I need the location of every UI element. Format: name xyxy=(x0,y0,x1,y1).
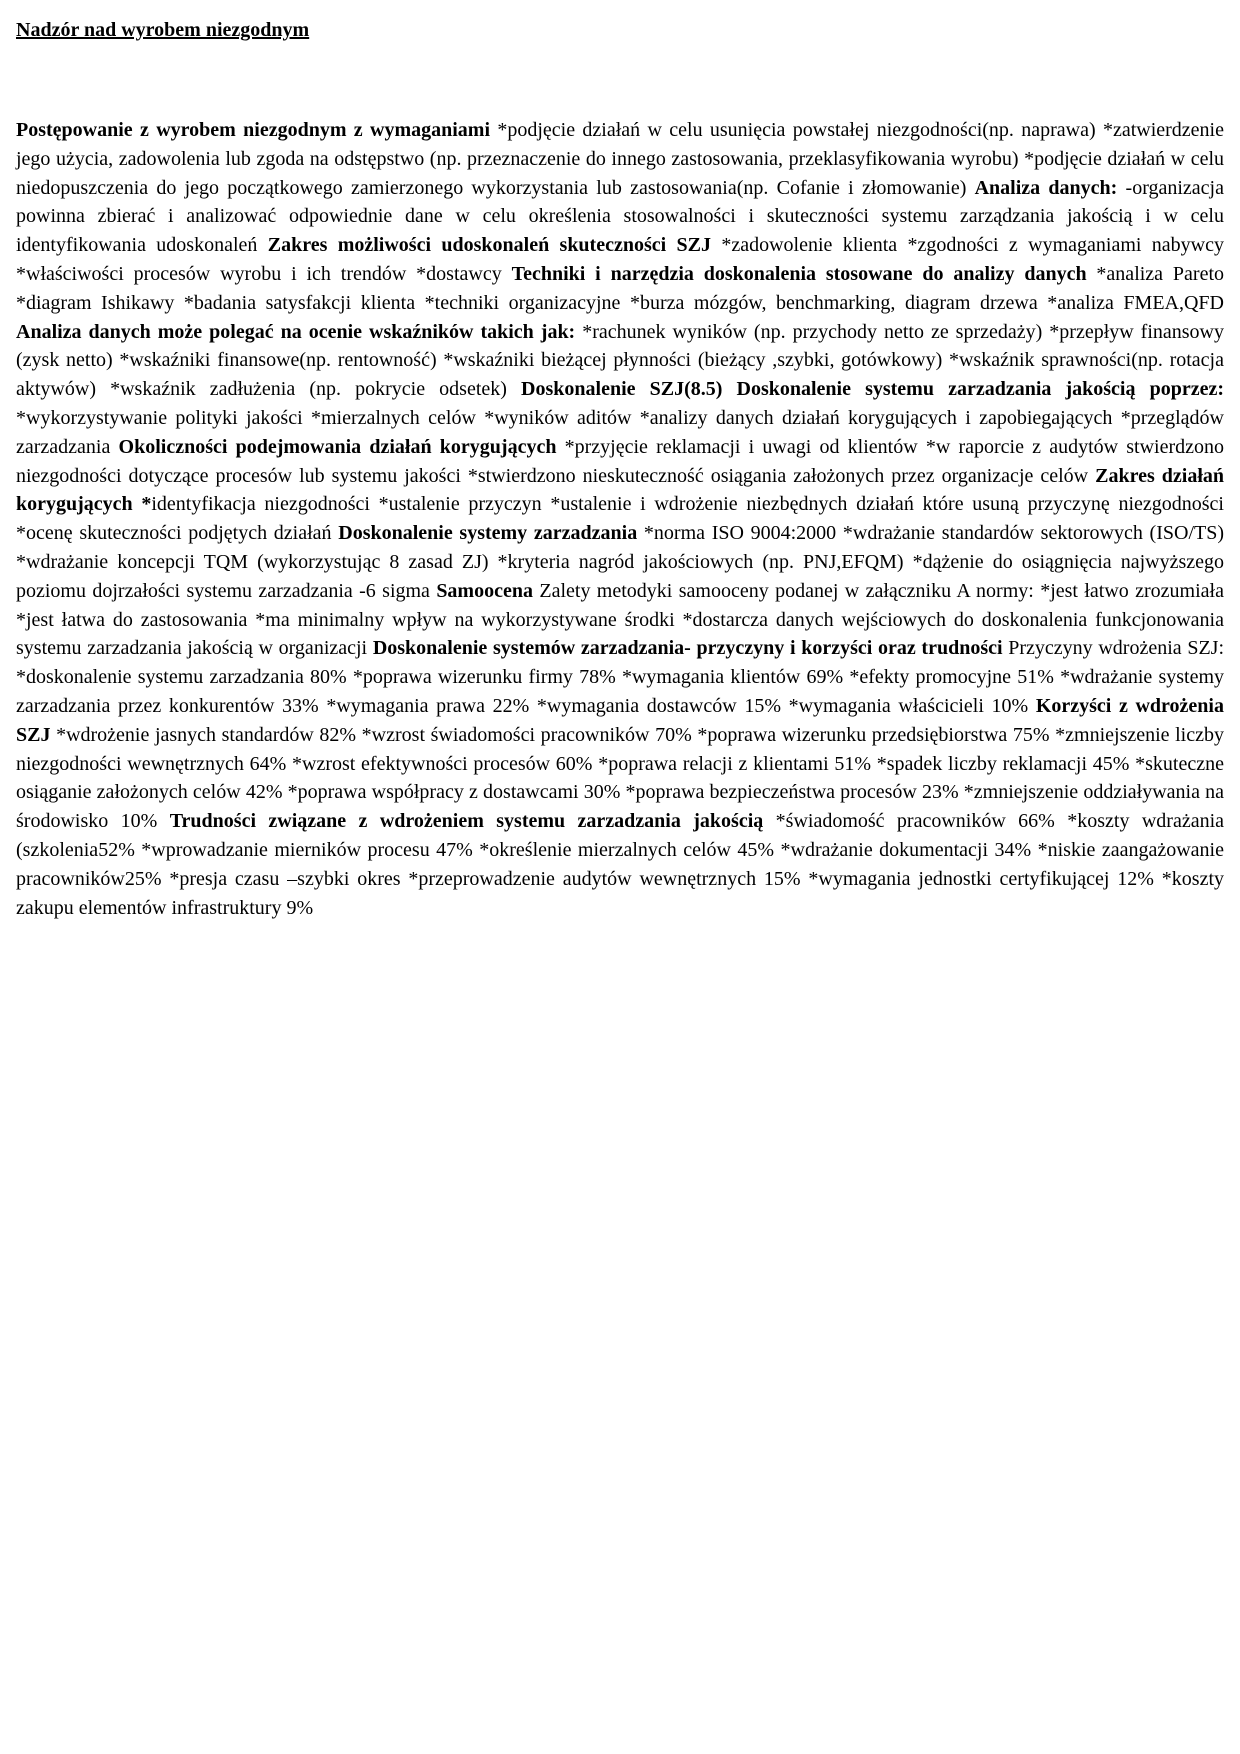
section-text: Zalety metodyki samooceny podanej w załączniku A normy: *jest łatwo zrozumiała *jest łatwa do zastosowania *ma minimalny wpływ na wykorzystywane środki *dostarcza danych wejściowych do doskonalenia funkcjonowania systemu zarzadzania jakością w organizacji xyxy=(16,579,1224,660)
section-text: identyfikacja niezgodności *ustalenie przyczyn *ustalenie i wdrożenie niezbędnych działań które usuną przyczynę niezgodności *ocenę skuteczności podjętych działań xyxy=(16,493,1224,545)
section-text: *analiza Pareto *diagram Ishikawy *badania satysfakcji klienta *techniki organizacyjne *burza mózgów, benchmarking, diagram drzewa *analiza FMEA,QFD xyxy=(16,262,1225,314)
section-text: *świadomość pracowników 66% *koszty wdrażania (szkolenia52% *wprowadzanie mierników procesu 47% *określenie mierzalnych celów 45% *wdrażanie dokumentacji 34% *niskie zaangażowanie pracowników25% *presja czasu –szybki okres *przeprowadzenie audytów wewnętrznych 15% *wymagania jednostki certyfikującej 12% *koszty zakupu elementów infrastruktury 9% xyxy=(16,810,1225,919)
section-text: -organizacja powinna zbierać i analizować odpowiednie dane w celu określenia stosowalności i skuteczności systemu zarządzania jakością i w celu identyfikowania udoskonaleń xyxy=(16,176,1224,257)
section-heading: Okoliczności podejmowania działań korygujących xyxy=(118,435,557,458)
document-title: Nadzór nad wyrobem niezgodnym xyxy=(16,19,310,41)
section-text: *rachunek wyników (np. przychody netto ze sprzedaży) *przepływ finansowy (zysk netto) *wskaźniki finansowe(np. rentowność) *wskaźniki bieżącej płynności (bieżący ,szybki, gotówkowy) *wskaźnik sprawności(np. rotacja aktywów) *wskaźnik zadłużenia (np. pokrycie odsetek) xyxy=(16,320,1225,401)
section-heading: Samoocena xyxy=(436,579,533,602)
section-text: *wykorzystywanie polityki jakości *mierzalnych celów *wyników aditów *analizy danych działań korygujących i zapobiegających *przeglądów zarzadzania xyxy=(16,406,1224,458)
section-heading: Zakres możliwości udoskonaleń skuteczności SZJ xyxy=(267,234,711,257)
section-heading: Doskonalenie SZJ(8.5) Doskonalenie systemu zarzadzania jakością poprzez: xyxy=(521,378,1224,401)
section-text: *podjęcie działań w celu usunięcia powstałej niezgodności(np. naprawa) *zatwierdzenie jego użycia, zadowolenia lub zgoda na odstępstwo (np. przeznaczenie do innego zastosowania, przeklasyfikowania wyrobu) *podjęcie działań w celu niedopuszczenia do jego początkowego zamierzonego wykorzystania lub zastosowania(np. Cofanie i złomowanie) xyxy=(16,119,1224,199)
section-heading: Analiza danych: xyxy=(974,176,1118,199)
section-heading: Trudności związane z wdrożeniem systemu zarzadzania jakością xyxy=(169,810,764,833)
section-heading: Postępowanie z wyrobem niezgodnym z wymaganiami xyxy=(16,119,491,141)
section-text: *przyjęcie reklamacji i uwagi od klientów *w raporcie z audytów stwierdzono niezgodności dotyczące procesów lub systemu jakości *stwierdzono nieskuteczność osiągania założonych przez organizacje celów xyxy=(16,435,1225,487)
document-body xyxy=(16,116,1224,922)
section-heading: Doskonalenie systemy zarzadzania xyxy=(338,522,638,545)
section-text: Przyczyny wdrożenia SZJ: *doskonalenie systemu zarzadzania 80% *poprawa wizerunku firmy 78% *wymagania klientów 69% *efekty promocyjne 51% *wdrażanie systemy zarzadzania przez konkurentów 33% *wymagania prawa 22% *wymagania dostawców 15% *wymagania właścicieli 10% xyxy=(16,637,1225,717)
section-text: *norma ISO 9004:2000 *wdrażanie standardów sektorowych (ISO/TS) *wdrażanie koncepcji TQM (wykorzystując 8 zasad ZJ) *kryteria nagród jakościowych (np. PNJ,EFQM) *dążenie do osiągnięcia najwyższego poziomu dojrzałości systemu zarzadzania -6 sigma xyxy=(16,522,1224,602)
section-text: *wdrożenie jasnych standardów 82% *wzrost świadomości pracowników 70% *poprawa wizerunku przedsiębiorstwa 75% *zmniejszenie liczby niezgodności wewnętrznych 64% *wzrost efektywności procesów 60% *poprawa relacji z klientami 51% *spadek liczby reklamacji 45% *skuteczne osiąganie założonych celów 42% *poprawa współpracy z dostawcami 30% *poprawa bezpieczeństwa procesów 23% *zmniejszenie oddziaływania na środowisko 10% xyxy=(16,723,1224,833)
section-text: *zadowolenie klienta *zgodności z wymaganiami nabywcy *właściwości procesów wyrobu i ich trendów *dostawcy xyxy=(16,234,1224,285)
section-heading: Analiza danych może polegać na ocenie wskaźników takich jak: xyxy=(16,320,576,343)
section-heading: Doskonalenie systemów zarzadzania- przyczyny i korzyści oraz trudności xyxy=(372,637,1003,660)
section-heading: Techniki i narzędzia doskonalenia stosowane do analizy danych xyxy=(511,262,1087,285)
section-heading: Zakres działań korygujących * xyxy=(16,464,1224,516)
section-heading: Korzyści z wdrożenia SZJ xyxy=(16,694,1224,746)
